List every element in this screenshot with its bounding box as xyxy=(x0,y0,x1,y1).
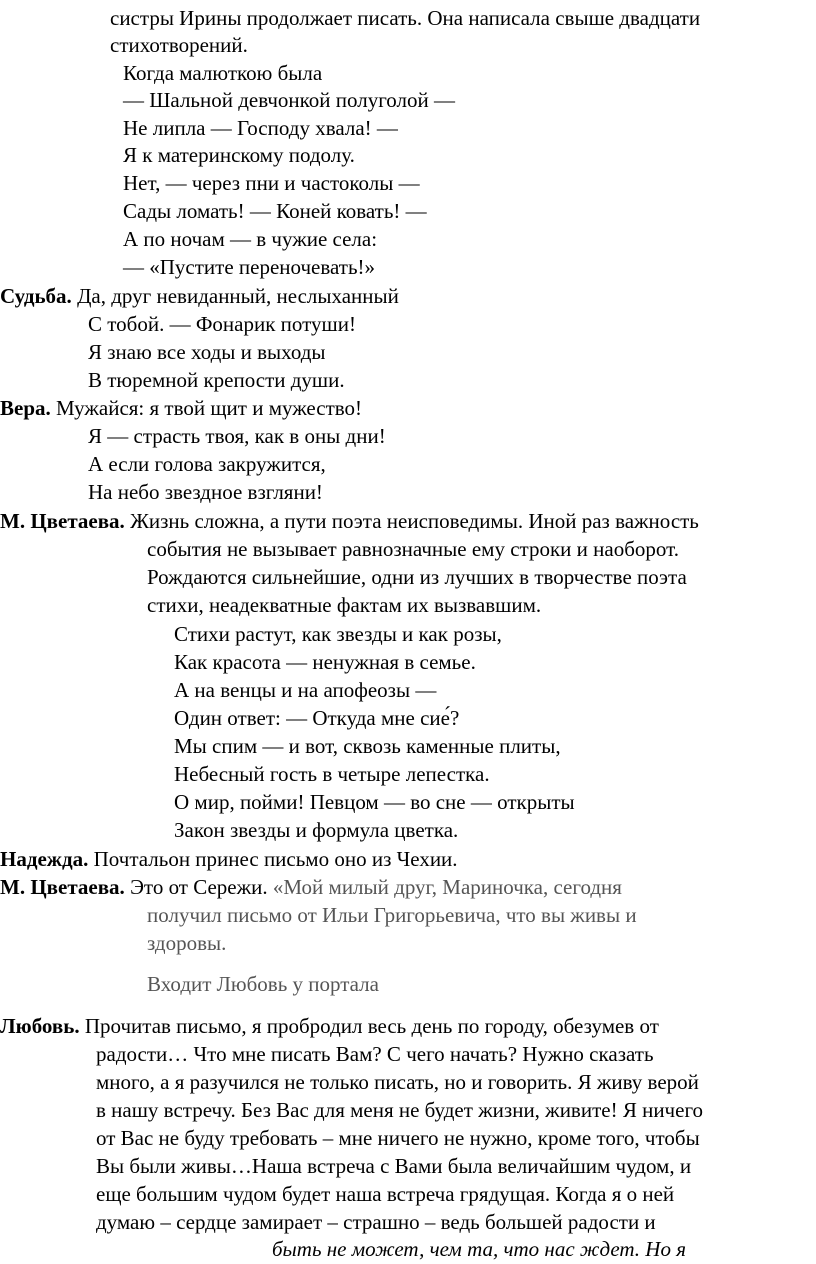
poem-line: Когда малюткою была xyxy=(123,61,323,85)
poem-line: Сады ломать! — Коней ковать! — xyxy=(123,199,427,223)
letter-quote: «Мой милый друг, Мариночка, сегодня xyxy=(272,875,622,899)
poem-line: Я к материнскому подолу. xyxy=(123,143,355,167)
dialogue-line xyxy=(0,874,622,901)
poem-line: Нет, — через пни и частоколы — xyxy=(123,171,420,195)
intro-line: систры Ирины продолжает писать. Она написала свыше двадцати xyxy=(110,6,701,30)
speaker-name: М. Цветаева. xyxy=(0,875,125,899)
verse-line: С тобой. — Фонарик потуши! xyxy=(88,312,356,336)
poem-line: А по ночам — в чужие села: xyxy=(123,227,378,251)
speaker-name: М. Цветаева. xyxy=(0,509,125,533)
prose-line: события не вызывает равнозначные ему строки и наоборот. xyxy=(147,537,679,561)
verse-line: В тюремной крепости души. xyxy=(88,368,345,392)
dialogue-text: Жизнь сложна, а пути поэта неисповедимы. Иной раз важность xyxy=(130,509,699,533)
prose-line: в нашу встречу. Без Вас для меня не будет жизни, живите! Я ничего xyxy=(96,1098,704,1122)
prose-line: еще большим чудом будет наша встреча грядущая. Когда я о ней xyxy=(96,1182,675,1206)
poem-line: Как красота — ненужная в семье. xyxy=(174,650,476,674)
stage-direction: Входит Любовь у портала xyxy=(147,972,379,996)
poem-line: А на венцы и на апофеозы — xyxy=(174,678,437,702)
poem-line: Не липла — Господу хвала! — xyxy=(123,116,398,140)
dialogue-line xyxy=(0,283,399,310)
poem-line: — «Пустите переночевать!» xyxy=(123,255,376,279)
prose-line: думаю – сердце замирает – страшно – ведь большей радости и xyxy=(96,1210,656,1234)
poem-line: Мы спим — и вот, сквозь каменные плиты, xyxy=(174,734,561,758)
dialogue-line xyxy=(0,395,362,422)
speaker-name: Вера. xyxy=(0,396,51,420)
prose-line: Рождаются сильнейшие, одни из лучших в творчестве поэта xyxy=(147,565,687,589)
letter-quote-line: здоровы. xyxy=(147,931,227,955)
speaker-name: Судьба. xyxy=(0,284,72,308)
verse-line: На небо звездное взгляни! xyxy=(88,480,323,504)
dialogue-line xyxy=(0,846,458,873)
poem-line: О мир, пойми! Певцом — во сне — открыты xyxy=(174,790,575,814)
speaker-name: Любовь. xyxy=(0,1014,80,1038)
intro-line: стихотворений. xyxy=(110,33,248,57)
dialogue-text: Мужайся: я твой щит и мужество! xyxy=(56,396,363,420)
prose-line: радости… Что мне писать Вам? С чего начать? Нужно сказать xyxy=(96,1042,654,1066)
prose-line: стихи, неадекватные фактам их вызвавшим. xyxy=(147,593,542,617)
prose-line-italic: быть не может, чем та, что нас ждет. Но я xyxy=(272,1237,686,1261)
letter-quote-line: получил письмо от Ильи Григорьевича, что вы живы и xyxy=(147,903,637,927)
prose-line: Вы были живы…Наша встреча с Вами была величайшим чудом, и xyxy=(96,1154,692,1178)
dialogue-line xyxy=(0,508,699,535)
prose-line: от Вас не буду требовать – мне ничего не нужно, кроме того, чтобы xyxy=(96,1126,700,1150)
speaker-name: Надежда. xyxy=(0,847,89,871)
verse-line: Я знаю все ходы и выходы xyxy=(88,340,326,364)
poem-line: Стихи растут, как звезды и как розы, xyxy=(174,622,502,646)
dialogue-text: Прочитав письмо, я пробродил весь день по городу, обезумев от xyxy=(84,1014,659,1038)
dialogue-text: Это от Сережи. xyxy=(130,875,268,899)
dialogue-text: Почтальон принес письмо оно из Чехии. xyxy=(93,847,458,871)
verse-line: А если голова закружится, xyxy=(88,452,326,476)
poem-line: Закон звезды и формула цветка. xyxy=(174,818,459,842)
poem-line: — Шальной девчонкой полуголой — xyxy=(123,88,455,112)
verse-line: Я — страсть твоя, как в оны дни! xyxy=(88,424,386,448)
poem-line: Небесный гость в четыре лепестка. xyxy=(174,762,490,786)
dialogue-line xyxy=(0,1013,659,1040)
prose-line: много, а я разучился не только писать, но и говорить. Я живу верой xyxy=(96,1070,699,1094)
poem-line: Один ответ: — Откуда мне сие́? xyxy=(174,706,460,730)
dialogue-text: Да, друг невиданный, неслыханный xyxy=(77,284,399,308)
